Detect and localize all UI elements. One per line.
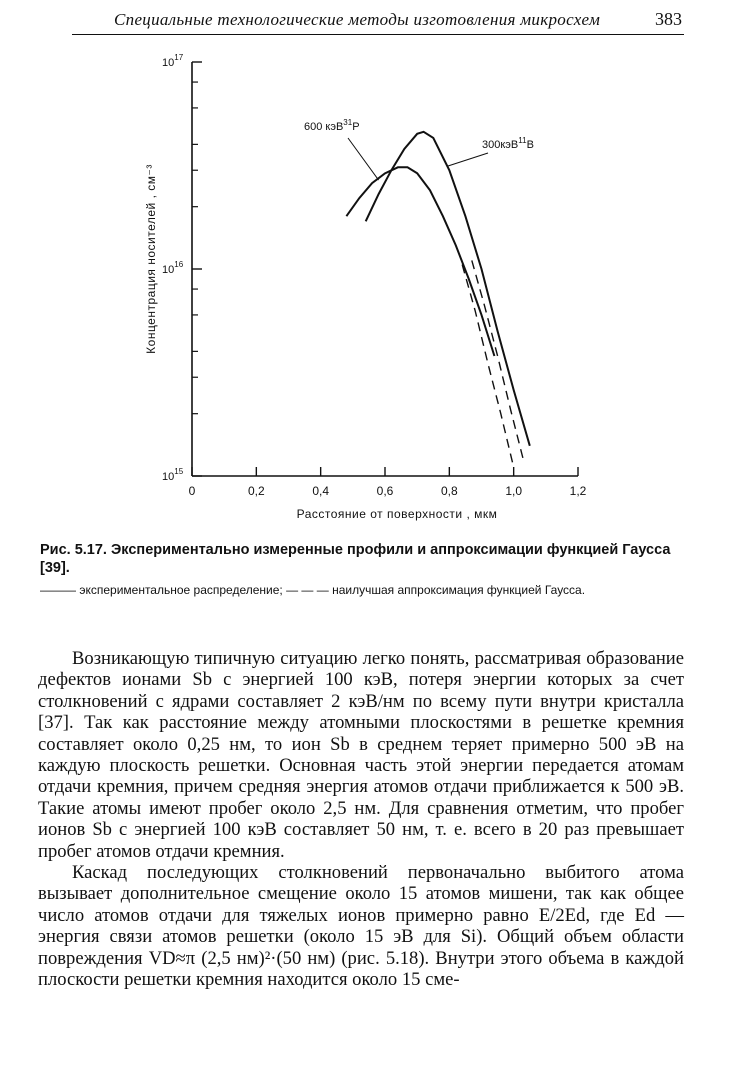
gauss-fit-line <box>472 260 524 459</box>
x-tick-label: 0 <box>188 484 196 498</box>
x-tick-label: 0,4 <box>312 484 330 498</box>
chart-ticks <box>162 53 587 498</box>
x-tick-label: 0,2 <box>247 484 265 498</box>
experimental-profile-line <box>366 132 530 446</box>
y-tick-label: $10^{16}$ <box>162 260 184 276</box>
figure-legend: ——— экспериментальное распределение; — — — наилучшая аппроксимация функцией Гаусса. <box>40 583 586 597</box>
running-title: Специальные технологические методы изготовления микросхем <box>114 10 601 29</box>
y-tick-label: $10^{17}$ <box>162 53 184 69</box>
series-label-boron: 300кэВ$^{11}$B <box>482 136 534 151</box>
page-header <box>72 8 684 35</box>
body-text <box>38 648 684 991</box>
x-axis-title: Расстояние от поверхности , мкм <box>296 507 498 521</box>
series-label-phosphorus: 600 кэВ$^{31}$P <box>304 118 360 133</box>
y-axis-title: Концентрация носителей , см⁻³ <box>144 164 158 354</box>
x-tick-label: 1,2 <box>569 484 587 498</box>
x-tick-label: 0,6 <box>376 484 394 498</box>
figure-caption: Рис. 5.17. Экспериментально измеренные профили и аппроксимации функцией Гаусса [39]. <box>40 542 671 576</box>
x-tick-label: 1,0 <box>505 484 523 498</box>
paragraph: Возникающую типичную ситуацию легко понять, рассматривая образование дефектов ионами Sb с энергией 100 кэВ, потеря энергии которых за счет столкновений с ядрами составляет 2 кэВ/нм по всему пути внутри кристалла [37]. Так как расстояние между атомными плоскостями в решетке кремния составляет около 0,25 нм, то ион Sb в среднем теряет примерно 500 эВ на каждую плоскость решетки. Основная часть этой энергии передается атомам отдачи кремния, причем средняя энергия атомов отдачи приближается к 500 эВ. Такие атомы имеют пробег около 2,5 нм. Для сравнения отметим, что пробег ионов Sb с энергией 100 кэВ составляет 50 нм, т. е. всего в 20 раз превышает пробег атомов отдачи кремния. <box>38 648 684 862</box>
y-tick-label: $10^{15}$ <box>162 467 184 483</box>
paragraph: Каскад последующих столкновений первоначально выбитого атома вызывает дополнительное смещение около 15 атомов мишени, так как общее число атомов отдачи для тяжелых ионов примерно равно E/2Ed, где Ed — энергия связи атомов решетки (около 15 эВ для Si). Общий объем области повреждения VD≈π (2,5 нм)²·(50 нм) (рис. 5.18). Внутри этого объема в каждой плоскости решетки кремния находится около 15 сме- <box>38 862 684 991</box>
page-number: 383 <box>655 9 682 29</box>
x-tick-label: 0,8 <box>440 484 458 498</box>
figure-5-17-chart <box>0 40 742 540</box>
chart-labels <box>144 118 534 521</box>
leader-line <box>348 138 379 180</box>
chart-series <box>346 132 529 468</box>
leader-line <box>448 153 488 166</box>
